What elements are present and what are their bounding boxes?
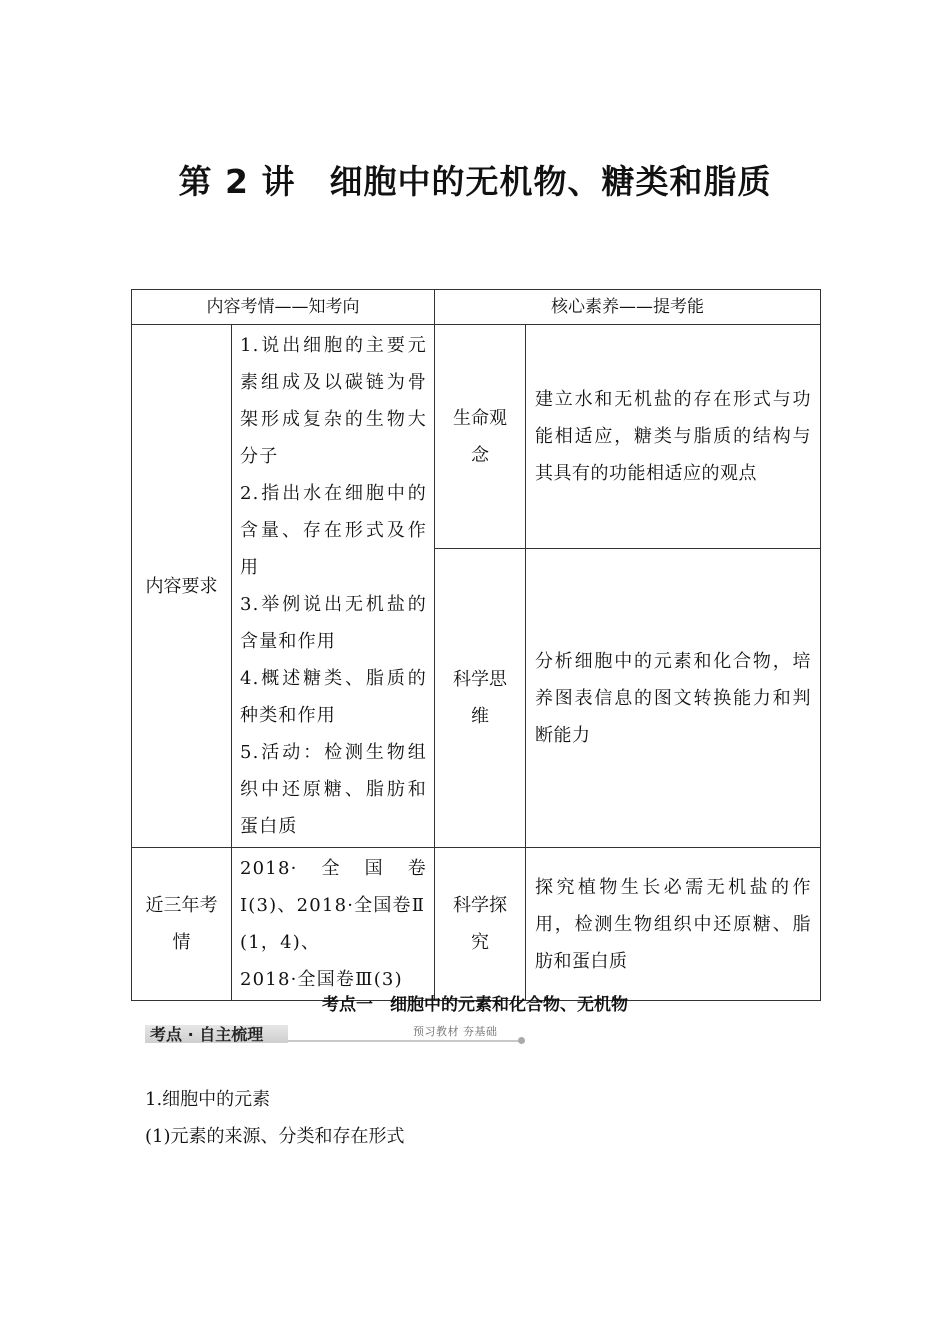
literacy-name: 科学思维 xyxy=(435,549,526,848)
paragraph: 1.细胞中的元素 xyxy=(145,1089,271,1110)
header-content-exam: 内容考情——知考向 xyxy=(132,290,435,325)
literacy-description: 探究植物生长必需无机盐的作用，检测生物组织中还原糖、脂肪和蛋白质 xyxy=(526,848,821,1001)
literacy-name: 生命观念 xyxy=(435,325,526,549)
banner-title: 考点 · 自主梳理 xyxy=(150,1025,264,1044)
requirement-item: 5.活动：检测生物组织中还原糖、脂肪和蛋白质 xyxy=(240,742,427,837)
banner-subtitle: 预习教材 夯基础 xyxy=(413,1025,498,1038)
row-label-requirements: 内容要求 xyxy=(132,325,232,848)
exam-line: (1，4)、 xyxy=(240,932,321,953)
literacy-description: 建立水和无机盐的存在形式与功能相适应，糖类与脂质的结构与其具有的功能相适应的观点 xyxy=(526,325,821,549)
header-core-literacy: 核心素养——提考能 xyxy=(435,290,821,325)
row-label-exam: 近三年考情 xyxy=(132,848,232,1001)
overview-table xyxy=(131,289,821,1001)
page-title: 第 2 讲 细胞中的无机物、糖类和脂质 xyxy=(178,162,772,201)
section-heading: 考点一 细胞中的元素和化合物、无机物 xyxy=(322,995,628,1015)
banner-dot-icon xyxy=(518,1037,525,1044)
exam-line: Ⅰ(3)、2018·全国卷Ⅱ xyxy=(240,895,426,916)
paragraph: (1)元素的来源、分类和存在形式 xyxy=(145,1126,405,1147)
requirement-item: 4.概述糖类、脂质的种类和作用 xyxy=(240,668,427,726)
requirement-item: 1.说出细胞的主要元素组成及以碳链为骨架形成复杂的生物大分子 xyxy=(240,335,427,467)
requirements-cell xyxy=(232,325,435,848)
requirement-item: 2.指出水在细胞中的含量、存在形式及作用 xyxy=(240,483,427,578)
exam-line: 2018· 全 国 卷 xyxy=(240,858,427,879)
requirement-item: 3.举例说出无机盐的含量和作用 xyxy=(240,594,427,652)
exam-cell xyxy=(232,848,435,1001)
banner-rule xyxy=(288,1040,521,1042)
section-banner xyxy=(145,1020,530,1046)
literacy-description: 分析细胞中的元素和化合物，培养图表信息的图文转换能力和判断能力 xyxy=(526,549,821,848)
exam-line: 2018·全国卷Ⅲ(3) xyxy=(240,969,403,990)
literacy-name: 科学探究 xyxy=(435,848,526,1001)
